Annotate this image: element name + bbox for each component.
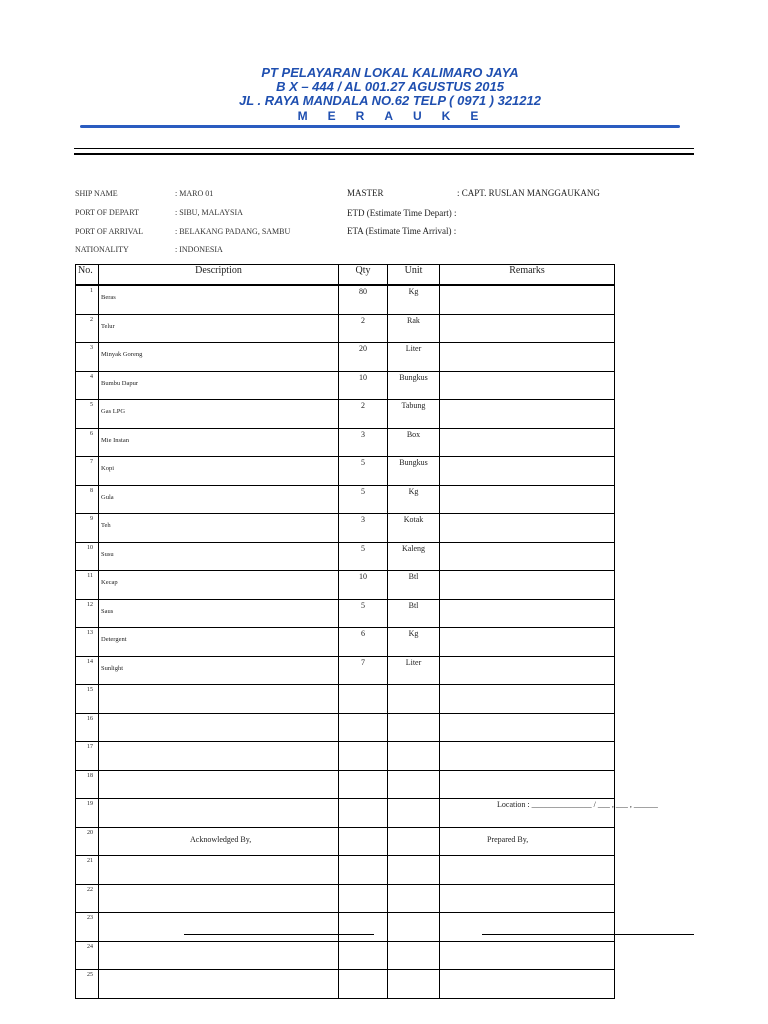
row-number: 11 bbox=[76, 571, 99, 600]
row-number: 15 bbox=[76, 685, 99, 714]
acknowledged-signature-line bbox=[184, 934, 374, 935]
acknowledged-by-label: Acknowledged By, bbox=[190, 835, 252, 844]
table-row bbox=[76, 485, 615, 514]
table-row bbox=[76, 770, 615, 799]
row-number: 25 bbox=[76, 970, 99, 999]
row-description bbox=[99, 856, 339, 885]
row-number: 8 bbox=[76, 485, 99, 514]
header-description: Description bbox=[99, 265, 339, 286]
row-qty: 5 bbox=[339, 599, 388, 628]
row-number: 23 bbox=[76, 913, 99, 942]
row-description: Telur bbox=[99, 314, 339, 343]
table-row bbox=[76, 913, 615, 942]
row-description: Minyak Goreng bbox=[99, 343, 339, 372]
location-field: Location : _______________ / ___ , ___ , ______ bbox=[497, 800, 658, 809]
nationality-value: : INDONESIA bbox=[175, 245, 223, 254]
table-row bbox=[76, 571, 615, 600]
row-qty: 10 bbox=[339, 571, 388, 600]
table-row bbox=[76, 343, 615, 372]
table-row bbox=[76, 542, 615, 571]
table-row bbox=[76, 827, 615, 856]
row-unit: Liter bbox=[388, 343, 440, 372]
table-row bbox=[76, 742, 615, 771]
row-qty bbox=[339, 713, 388, 742]
row-remarks bbox=[440, 571, 615, 600]
row-remarks bbox=[440, 713, 615, 742]
row-qty bbox=[339, 685, 388, 714]
master-value: : CAPT. RUSLAN MANGGAUKANG bbox=[457, 188, 600, 198]
row-remarks bbox=[440, 428, 615, 457]
row-description: Susu bbox=[99, 542, 339, 571]
header-qty: Qty bbox=[339, 265, 388, 286]
row-qty: 20 bbox=[339, 343, 388, 372]
row-number: 12 bbox=[76, 599, 99, 628]
row-number: 2 bbox=[76, 314, 99, 343]
table-header-row bbox=[76, 265, 615, 286]
row-remarks bbox=[440, 941, 615, 970]
table-row bbox=[76, 685, 615, 714]
row-unit bbox=[388, 742, 440, 771]
row-unit bbox=[388, 685, 440, 714]
row-qty bbox=[339, 827, 388, 856]
row-unit: Tabung bbox=[388, 400, 440, 429]
ship-name-value: : MARO 01 bbox=[175, 189, 214, 198]
row-qty bbox=[339, 856, 388, 885]
row-number: 16 bbox=[76, 713, 99, 742]
port-arrival-value: : BELAKANG PADANG, SAMBU bbox=[175, 227, 291, 236]
row-number: 17 bbox=[76, 742, 99, 771]
row-description: Sunlight bbox=[99, 656, 339, 685]
row-unit bbox=[388, 884, 440, 913]
row-unit: Kg bbox=[388, 285, 440, 314]
row-remarks bbox=[440, 285, 615, 314]
row-description: Gula bbox=[99, 485, 339, 514]
row-remarks bbox=[440, 599, 615, 628]
row-unit: Bungkus bbox=[388, 457, 440, 486]
table-row bbox=[76, 428, 615, 457]
row-description: Beras bbox=[99, 285, 339, 314]
etd-label: ETD (Estimate Time Depart) : bbox=[347, 208, 457, 218]
row-qty: 80 bbox=[339, 285, 388, 314]
prepared-by-label: Prepared By, bbox=[487, 835, 529, 844]
row-unit bbox=[388, 827, 440, 856]
table-row bbox=[76, 599, 615, 628]
row-qty: 3 bbox=[339, 428, 388, 457]
table-row bbox=[76, 457, 615, 486]
row-remarks bbox=[440, 457, 615, 486]
prepared-signature-line bbox=[482, 934, 694, 935]
row-unit bbox=[388, 770, 440, 799]
row-description: Mie Instan bbox=[99, 428, 339, 457]
table-row bbox=[76, 314, 615, 343]
row-number: 9 bbox=[76, 514, 99, 543]
company-name: PT PELAYARAN LOKAL KALIMARO JAYA bbox=[261, 65, 519, 80]
table-row bbox=[76, 884, 615, 913]
row-description: Detergent bbox=[99, 628, 339, 657]
master-label: MASTER bbox=[347, 188, 384, 198]
row-unit: Box bbox=[388, 428, 440, 457]
row-remarks bbox=[440, 970, 615, 999]
row-number: 4 bbox=[76, 371, 99, 400]
row-qty: 5 bbox=[339, 542, 388, 571]
table-row bbox=[76, 713, 615, 742]
row-remarks bbox=[440, 770, 615, 799]
row-number: 19 bbox=[76, 799, 99, 828]
row-description: Saus bbox=[99, 599, 339, 628]
row-remarks bbox=[440, 656, 615, 685]
row-number: 13 bbox=[76, 628, 99, 657]
company-address: JL . RAYA MANDALA NO.62 TELP ( 0971 ) 321212 bbox=[239, 93, 541, 108]
row-remarks bbox=[440, 628, 615, 657]
header-divider-thick bbox=[74, 153, 694, 155]
row-qty: 3 bbox=[339, 514, 388, 543]
row-number: 24 bbox=[76, 941, 99, 970]
row-unit: Kg bbox=[388, 628, 440, 657]
row-qty bbox=[339, 799, 388, 828]
row-remarks bbox=[440, 856, 615, 885]
row-qty: 2 bbox=[339, 314, 388, 343]
row-remarks bbox=[440, 514, 615, 543]
row-qty bbox=[339, 884, 388, 913]
table-row bbox=[76, 628, 615, 657]
row-qty: 7 bbox=[339, 656, 388, 685]
row-qty bbox=[339, 970, 388, 999]
row-qty: 5 bbox=[339, 457, 388, 486]
row-remarks bbox=[440, 685, 615, 714]
row-number: 14 bbox=[76, 656, 99, 685]
row-remarks bbox=[440, 542, 615, 571]
row-number: 21 bbox=[76, 856, 99, 885]
header-unit: Unit bbox=[388, 265, 440, 286]
row-remarks bbox=[440, 884, 615, 913]
row-unit: Kotak bbox=[388, 514, 440, 543]
port-arrival-label: PORT OF ARRIVAL bbox=[75, 227, 144, 236]
header-remarks: Remarks bbox=[440, 265, 615, 286]
row-description: Bumbu Dapur bbox=[99, 371, 339, 400]
row-unit: Bungkus bbox=[388, 371, 440, 400]
row-description: Gas LPG bbox=[99, 400, 339, 429]
row-unit: Kg bbox=[388, 485, 440, 514]
row-number: 22 bbox=[76, 884, 99, 913]
row-qty: 5 bbox=[339, 485, 388, 514]
company-city: MERAUKE bbox=[297, 109, 499, 123]
ship-name-label: SHIP NAME bbox=[75, 189, 118, 198]
table-row bbox=[76, 514, 615, 543]
header-no: No. bbox=[76, 265, 99, 286]
row-description bbox=[99, 913, 339, 942]
table-row bbox=[76, 400, 615, 429]
row-qty: 2 bbox=[339, 400, 388, 429]
row-unit: Btl bbox=[388, 599, 440, 628]
row-number: 6 bbox=[76, 428, 99, 457]
row-unit: Rak bbox=[388, 314, 440, 343]
letterhead-underline bbox=[80, 125, 680, 128]
row-description: Kecap bbox=[99, 571, 339, 600]
row-description bbox=[99, 713, 339, 742]
row-number: 20 bbox=[76, 827, 99, 856]
eta-label: ETA (Estimate Time Arrival) : bbox=[347, 226, 457, 236]
row-unit bbox=[388, 799, 440, 828]
table-row bbox=[76, 285, 615, 314]
row-number: 3 bbox=[76, 343, 99, 372]
table-row bbox=[76, 941, 615, 970]
row-number: 18 bbox=[76, 770, 99, 799]
row-unit bbox=[388, 913, 440, 942]
provisions-table bbox=[75, 264, 615, 999]
row-remarks bbox=[440, 371, 615, 400]
table-row bbox=[76, 656, 615, 685]
row-number: 1 bbox=[76, 285, 99, 314]
row-qty: 10 bbox=[339, 371, 388, 400]
row-description: Kopi bbox=[99, 457, 339, 486]
row-qty bbox=[339, 742, 388, 771]
row-remarks bbox=[440, 913, 615, 942]
row-qty: 6 bbox=[339, 628, 388, 657]
row-qty bbox=[339, 913, 388, 942]
table-row bbox=[76, 371, 615, 400]
row-unit bbox=[388, 856, 440, 885]
header-divider-thin bbox=[74, 148, 694, 149]
row-description bbox=[99, 884, 339, 913]
row-qty bbox=[339, 941, 388, 970]
row-number: 5 bbox=[76, 400, 99, 429]
company-license: B X – 444 / AL 001.27 AGUSTUS 2015 bbox=[276, 79, 504, 94]
row-number: 10 bbox=[76, 542, 99, 571]
row-unit bbox=[388, 713, 440, 742]
row-unit: Kaleng bbox=[388, 542, 440, 571]
row-unit: Btl bbox=[388, 571, 440, 600]
row-unit bbox=[388, 970, 440, 999]
row-description bbox=[99, 742, 339, 771]
row-description: Teh bbox=[99, 514, 339, 543]
port-depart-value: : SIBU, MALAYSIA bbox=[175, 208, 243, 217]
row-description bbox=[99, 799, 339, 828]
table-row bbox=[76, 970, 615, 999]
letterhead bbox=[0, 66, 768, 124]
row-number: 7 bbox=[76, 457, 99, 486]
row-unit bbox=[388, 941, 440, 970]
row-description bbox=[99, 970, 339, 999]
row-description bbox=[99, 685, 339, 714]
row-remarks bbox=[440, 314, 615, 343]
row-remarks bbox=[440, 485, 615, 514]
table-row bbox=[76, 856, 615, 885]
nationality-label: NATIONALITY bbox=[75, 245, 129, 254]
row-description bbox=[99, 941, 339, 970]
row-unit: Liter bbox=[388, 656, 440, 685]
row-remarks bbox=[440, 343, 615, 372]
row-qty bbox=[339, 770, 388, 799]
row-remarks bbox=[440, 742, 615, 771]
port-depart-label: PORT OF DEPART bbox=[75, 208, 139, 217]
row-remarks bbox=[440, 400, 615, 429]
row-description bbox=[99, 770, 339, 799]
